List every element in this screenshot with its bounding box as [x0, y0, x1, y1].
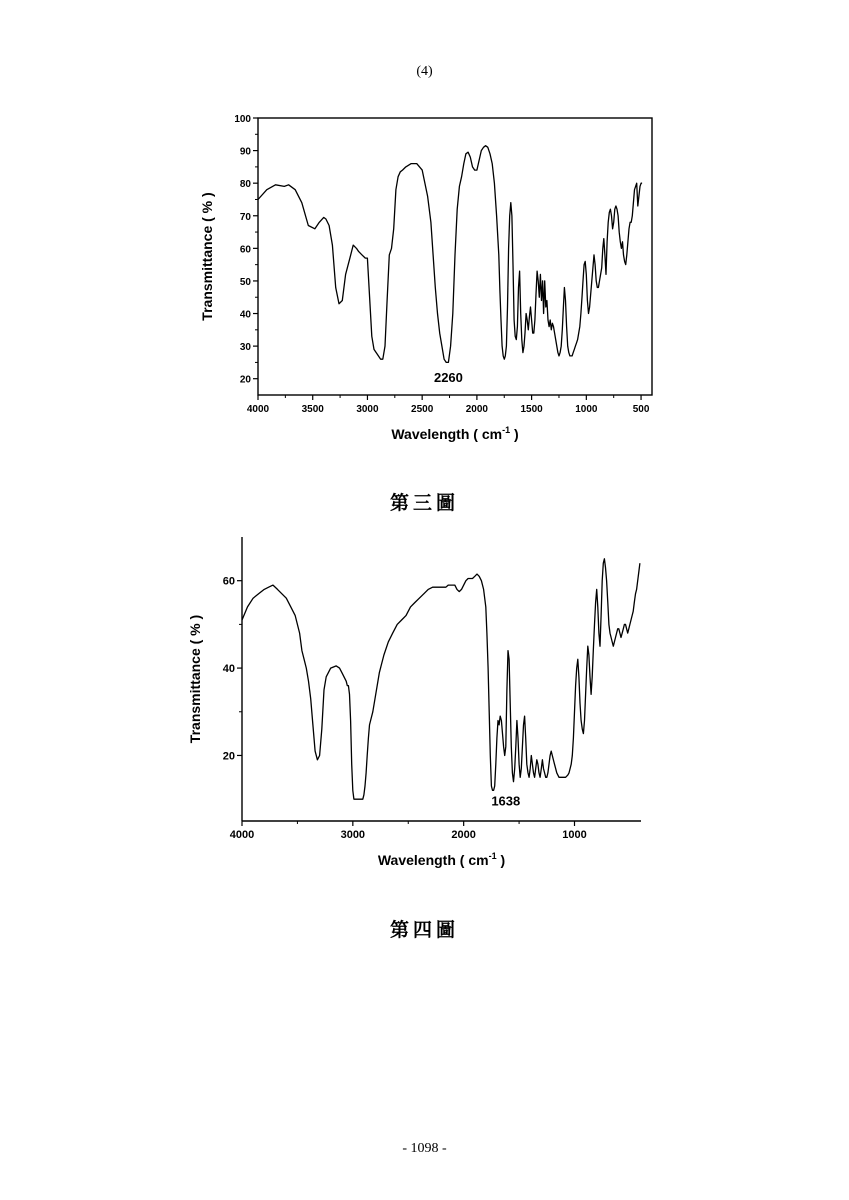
y-tick-label: 60 — [239, 244, 251, 256]
x-axis-label-end: ) — [510, 426, 519, 442]
x-tick-label: 2500 — [411, 404, 434, 415]
figure-caption-3: 第三圖 — [389, 493, 459, 514]
y-tick-label: 40 — [222, 663, 235, 676]
y-tick-label: 80 — [239, 179, 251, 191]
figure-caption-4: 第四圖 — [389, 920, 459, 941]
y-tick-label: 20 — [239, 374, 251, 386]
x-axis-label-sup: -1 — [502, 425, 511, 435]
x-tick-label: 1000 — [562, 829, 587, 841]
spectrum-line — [242, 559, 640, 799]
peak-annotation: 2260 — [433, 369, 463, 385]
x-tick-label: 4000 — [229, 829, 255, 841]
x-tick-label: 3500 — [301, 404, 324, 415]
x-tick-label: 3000 — [340, 829, 366, 841]
x-axis-label-text: Wavelength ( cm — [377, 852, 489, 868]
x-axis-label-sup: -1 — [488, 851, 497, 861]
x-tick-label: 1000 — [575, 404, 598, 415]
x-axis-label-end: ) — [496, 852, 506, 868]
y-tick-label: 70 — [239, 211, 251, 223]
x-axis-label-text: Wavelength ( cm — [391, 426, 503, 442]
peak-annotation: 1638 — [491, 793, 521, 809]
page-header: (4) — [416, 64, 433, 79]
x-tick-label: 3000 — [356, 404, 379, 415]
y-tick-label: 20 — [222, 750, 235, 763]
y-tick-label: 90 — [239, 146, 251, 158]
page-number: - 1098 - — [402, 1141, 447, 1156]
y-axis-label: Transmittance ( % ) — [187, 614, 203, 744]
x-tick-label: 2000 — [451, 829, 476, 841]
x-tick-label: 4000 — [246, 404, 270, 415]
y-tick-label: 30 — [239, 342, 251, 354]
y-axis-label: Transmittance ( % ) — [199, 192, 215, 321]
x-axis-label — [378, 851, 505, 868]
y-tick-label: 40 — [239, 309, 251, 321]
x-tick-label: 500 — [632, 404, 650, 415]
x-tick-label: 2000 — [465, 404, 489, 415]
x-tick-label: 1500 — [520, 404, 543, 415]
y-tick-label: 60 — [222, 575, 235, 588]
y-tick-label: 100 — [234, 114, 251, 125]
y-tick-label: 50 — [239, 276, 251, 288]
